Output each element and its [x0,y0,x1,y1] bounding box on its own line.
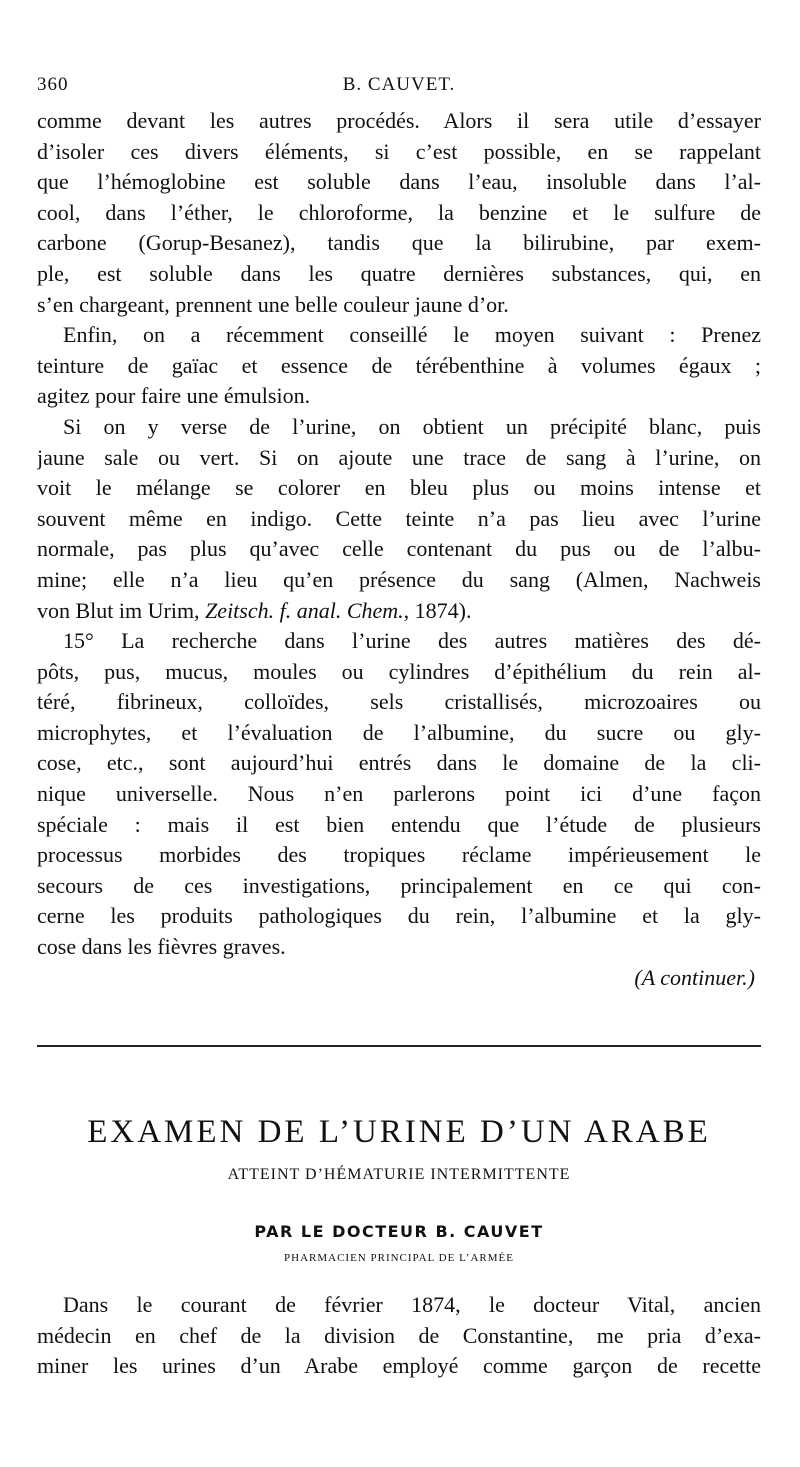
text-line: spéciale : mais il est bien entendu que l’étude de plusieurs [37,811,761,837]
continued-text [37,106,761,993]
article-title: EXAMEN DE L’URINE D’UN ARABE [87,1114,711,1150]
text-line: Enfin, on a récemment conseillé le moyen suivant : Prenez [63,322,761,348]
running-head: B. CAUVET. [342,74,456,95]
page-number: 360 [37,74,69,95]
section-divider [37,1045,761,1047]
page-header [37,74,761,102]
text-line: médecin en chef de la division de Constantine, me pria d’exa- [37,1322,761,1348]
text-line: cose dans les fièvres graves. [37,934,286,960]
text-line-citation [37,596,761,627]
citation-text: von Blut im Urim, [37,597,200,623]
text-line: d’isoler ces divers éléments, si c’est possible, en se rappelant [37,138,761,164]
article-subtitle: ATTEINT D’HÉMATURIE INTERMITTENTE [227,1166,571,1183]
citation-year: , 1874). [403,597,472,623]
text-line: Dans le courant de février 1874, le docteur Vital, ancien [63,1292,761,1317]
text-line: comme devant les autres procédés. Alors il sera utile d’essayer [37,108,761,133]
text-line: souvent même en indigo. Cette teinte n’a pas lieu avec l’urine [37,505,761,531]
text-line: miner les urines d’un Arabe employé comme garçon de recette [37,1353,761,1379]
text-line: carbone (Gorup-Besanez), tandis que la bilirubine, par exem- [37,230,761,256]
article-text [37,1290,761,1382]
text-line: normale, pas plus qu’avec celle contenant du pus ou de l’albu- [37,536,761,562]
text-line: cerne les produits pathologiques du rein, l’albumine et la gly- [37,903,761,929]
text-line: secours de ces investigations, principalement en ce qui con- [37,872,761,898]
text-line: mine; elle n’a lieu qu’en présence du sang (Almen, Nachweis [37,566,761,592]
author-role: PHARMACIEN PRINCIPAL DE L’ARMÉE [284,1252,514,1264]
text-line: nique universelle. Nous n’en parlerons point ici d’une façon [37,781,761,807]
text-line: teinture de gaïac et essence de térébenthine à volumes égaux ; [37,352,761,378]
to-be-continued: (A continuer.) [634,964,755,990]
text-line: s’en chargeant, prennent une belle couleur jaune d’or. [37,291,509,317]
text-line: processus morbides des tropiques réclame impérieusement le [37,842,761,868]
text-line: voit le mélange se colorer en bleu plus ou moins intense et [37,475,761,501]
text-line: cool, dans l’éther, le chloroforme, la benzine et le sulfure de [37,199,761,225]
text-line: pôts, pus, mucus, moules ou cylindres d’épithélium du rein al- [37,658,761,684]
text-line: ple, est soluble dans les quatre dernières substances, qui, en [37,260,761,286]
citation-journal: Zeitsch. f. anal. Chem. [205,597,404,623]
text-line: téré, fibrineux, colloïdes, sels cristallisés, microzoaires ou [37,689,761,715]
text-line: agitez pour faire une émulsion. [37,383,311,409]
text-line: 15° La recherche dans l’urine des autres matières des dé- [63,628,761,654]
text-line: jaune sale ou vert. Si on ajoute une trace de sang à l’urine, on [37,444,761,470]
article-author: PAR LE DOCTEUR B. CAUVET [254,1222,544,1241]
text-line: cose, etc., sont aujourd’hui entrés dans le domaine de la cli- [37,750,761,776]
text-line: microphytes, et l’évaluation de l’albumine, du sucre ou gly- [37,719,761,745]
text-line: Si on y verse de l’urine, on obtient un précipité blanc, puis [63,413,761,439]
text-line: que l’hémoglobine est soluble dans l’eau, insoluble dans l’al- [37,169,761,195]
